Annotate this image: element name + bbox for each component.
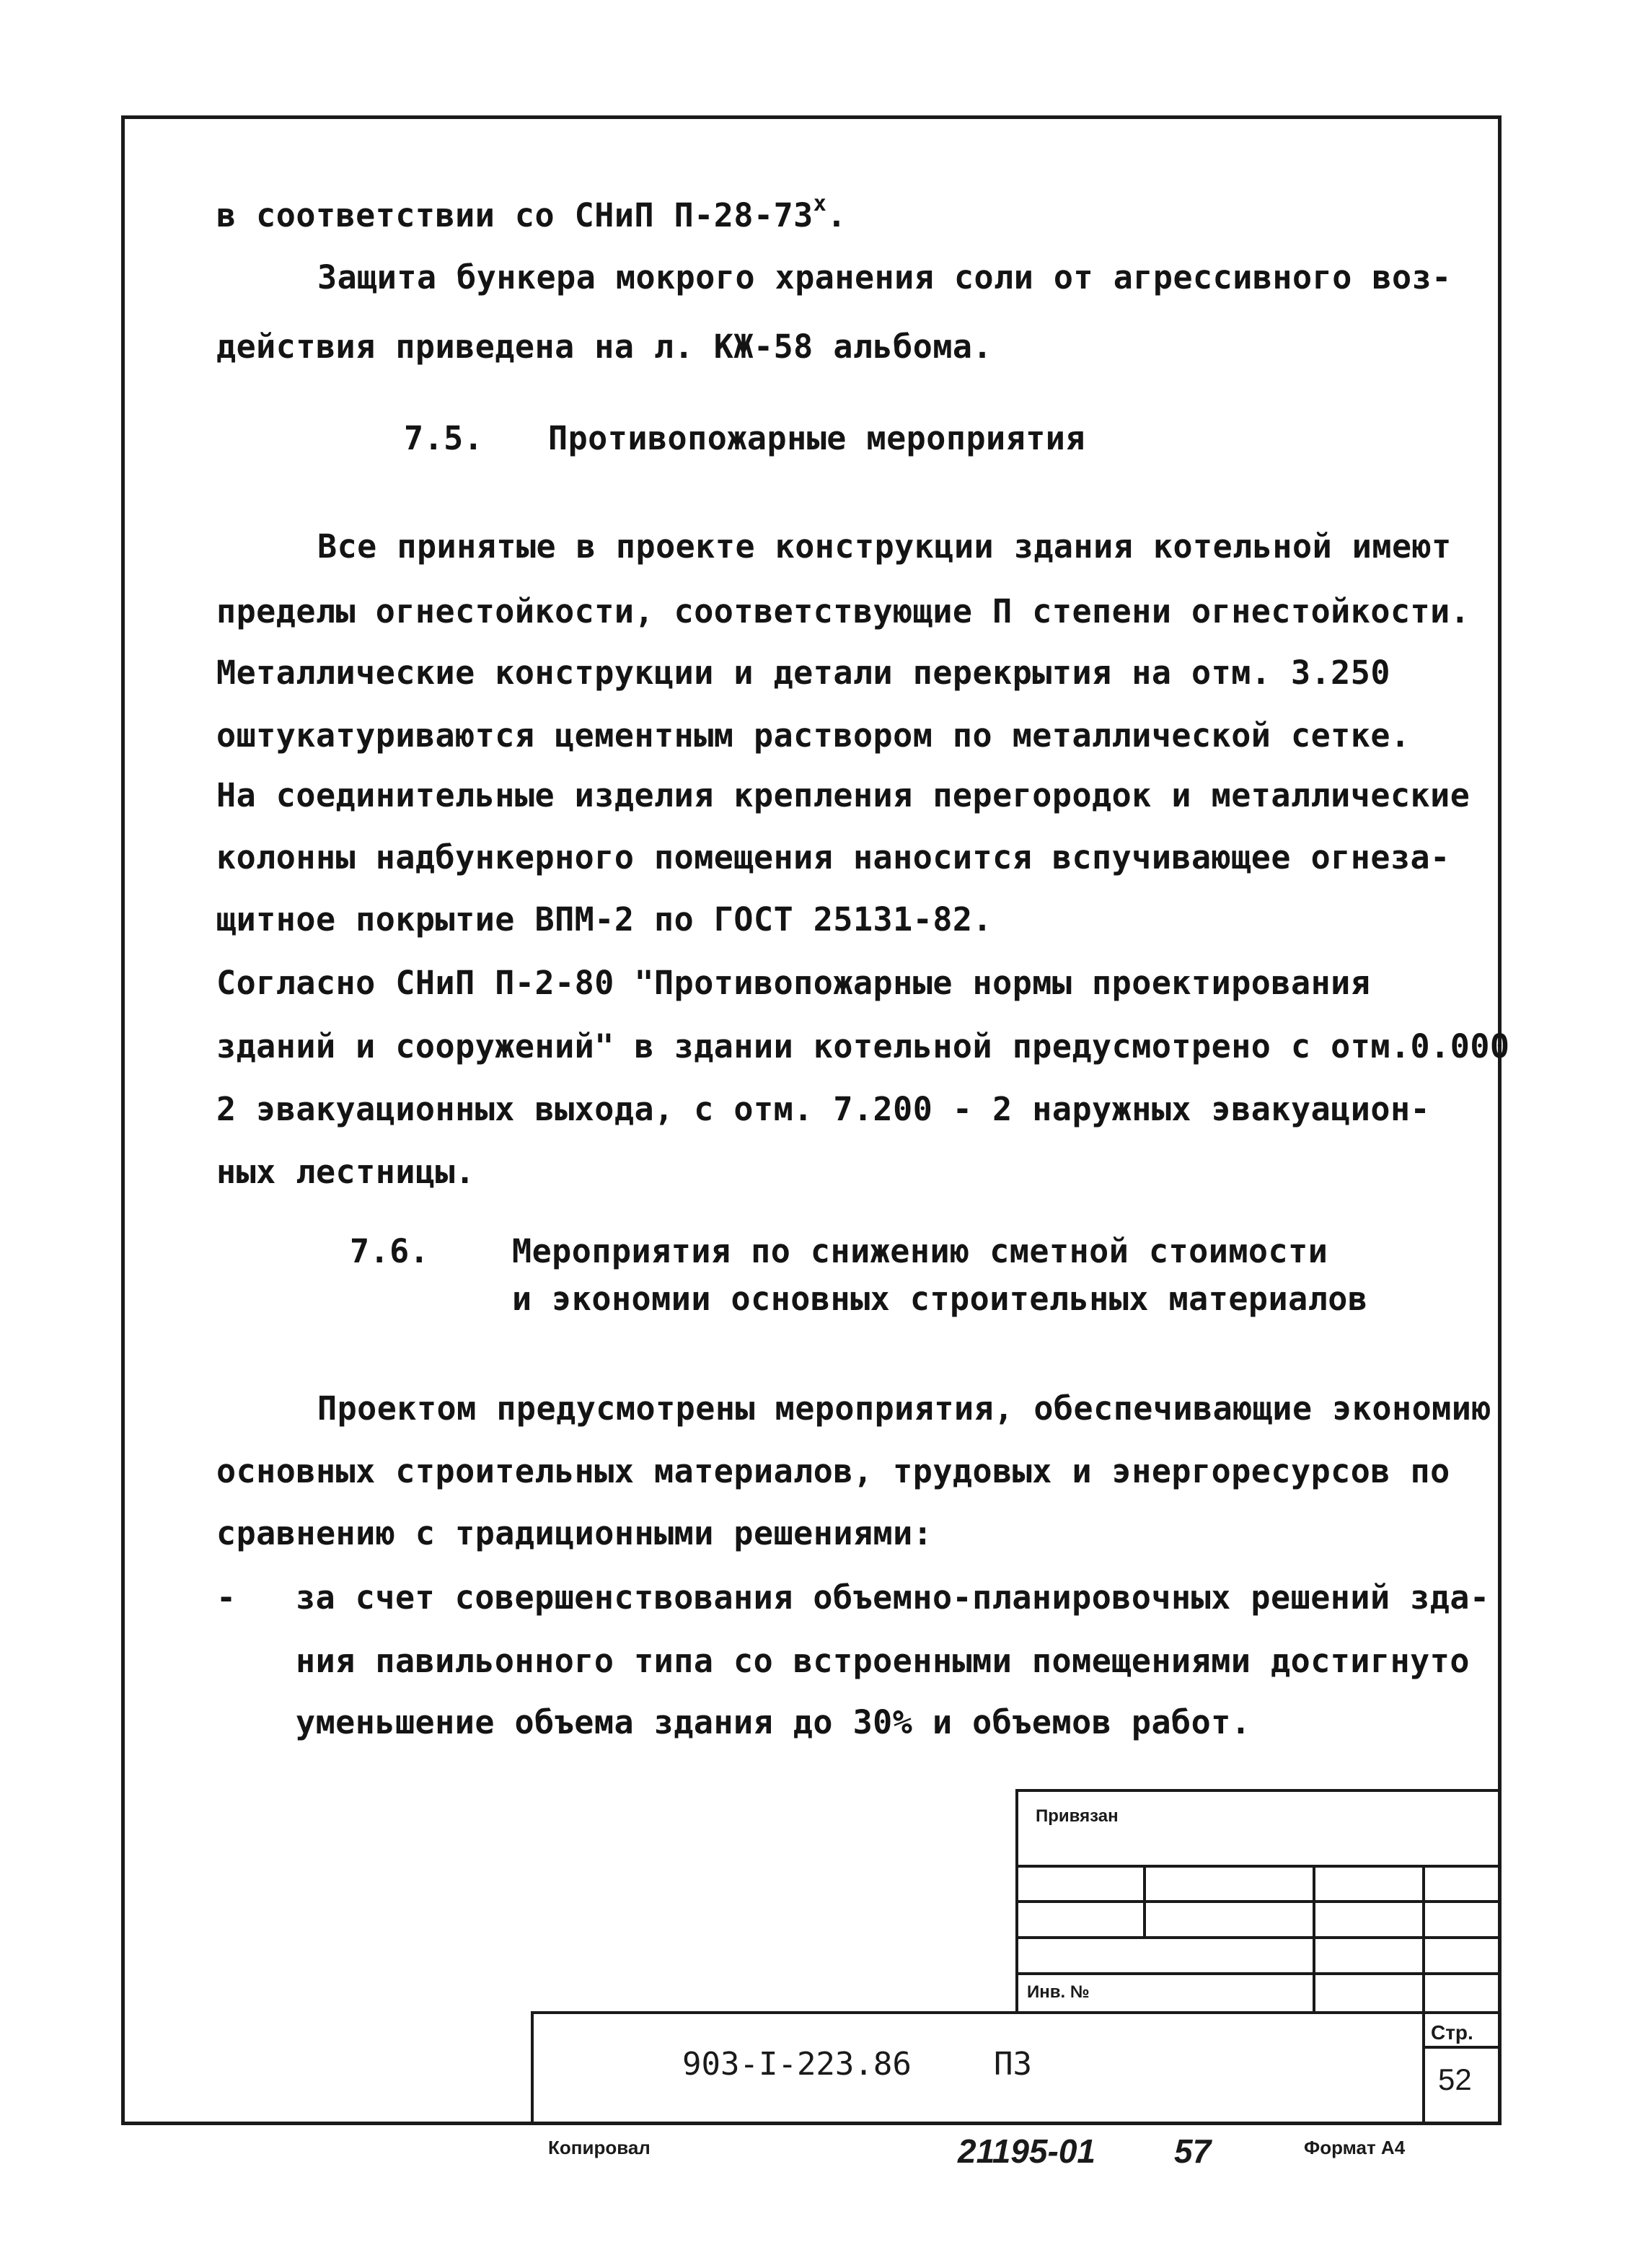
section-title: и экономии основных строительных материалов (512, 1280, 1368, 1318)
text-line: уменьшение объема здания до 30% и объемов работ. (296, 1703, 1251, 1741)
text-line: щитное покрытие ВПМ-2 по ГОСТ 25131-82. (216, 900, 993, 939)
text-line: Защита бункера мокрого хранения соли от агрессивного воз- (317, 258, 1452, 296)
stamp-grid-line (1143, 1865, 1146, 1937)
text-line: пределы огнестойкости, соответствующие П степени огнестойкости. (216, 592, 1471, 630)
text-line: колонны надбункерного помещения наносится вспучивающее огнеза- (216, 838, 1450, 876)
text-line: Все принятые в проекте конструкции здания котельной имеют (317, 527, 1452, 566)
section-number: 7.6. (350, 1232, 430, 1270)
page-number: 52 (1438, 2062, 1472, 2096)
page-label: Стр. (1431, 2021, 1473, 2044)
text-line: Металлические конструкции и детали перекрытия на отм. 3.250 (216, 654, 1390, 692)
stamp-grid-line (1015, 1972, 1502, 1975)
stamp-border (1015, 1789, 1502, 1792)
title-block-border (531, 2011, 534, 2125)
text-line: сравнению с традиционными решениями: (216, 1514, 933, 1552)
text-line: 2 эвакуационных выхода, с отм. 7.200 - 2 наружных эвакуацион- (216, 1090, 1431, 1128)
text-line: оштукатуриваются цементным раствором по металлической сетке. (216, 716, 1411, 755)
document-code: 903-I-223.86 (682, 2046, 912, 2083)
text-line: ных лестницы. (216, 1153, 475, 1191)
section-number: 7.5. (404, 419, 484, 457)
stamp-grid-line (1422, 1865, 1425, 2124)
format-label: Формат А4 (1304, 2137, 1406, 2158)
text-line: На соединительные изделия крепления перегородок и металлические (216, 776, 1471, 814)
sheet-number: 57 (1174, 2132, 1212, 2170)
stamp-grid-line (1015, 1865, 1502, 1868)
text-line: действия приведена на л. КЖ-58 альбома. (216, 328, 993, 366)
list-bullet: - (216, 1578, 237, 1617)
privyazan-label: Привязан (1036, 1806, 1119, 1826)
section-title: Противопожарные мероприятия (548, 419, 1085, 457)
text-line: основных строительных материалов, трудовых и энергоресурсов по (216, 1452, 1450, 1490)
stamp-grid-line (1015, 1936, 1502, 1939)
order-number: 21195-01 (958, 2132, 1095, 2170)
text-line: в соответствии со СНиП $П-28-73^х$. (216, 191, 847, 234)
kopiroval-label: Копировал (548, 2137, 651, 2158)
page-cell-divider (1422, 2046, 1502, 2049)
stamp-grid-line (1015, 1900, 1502, 1903)
text-line: за счет совершенствования объемно-планировочных решений зда- (296, 1578, 1490, 1617)
text-line: Проектом предусмотрены мероприятия, обеспечивающие экономию (317, 1389, 1491, 1428)
title-block-border (531, 2011, 1502, 2014)
text-line: зданий и сооружений" в здании котельной предусмотрено с отм.0.000 (216, 1027, 1510, 1065)
text-line: ния павильонного типа со встроенными помещениями достигнуто (296, 1642, 1470, 1680)
inv-number-label: Инв. № (1027, 1982, 1090, 2002)
section-title: Мероприятия по снижению сметной стоимости (512, 1232, 1328, 1270)
document-type: ПЗ (994, 2046, 1032, 2083)
stamp-grid-line (1313, 1865, 1315, 2014)
text-line: Согласно СНиП П-2-80 "Противопожарные нормы проектирования (216, 964, 1371, 1002)
